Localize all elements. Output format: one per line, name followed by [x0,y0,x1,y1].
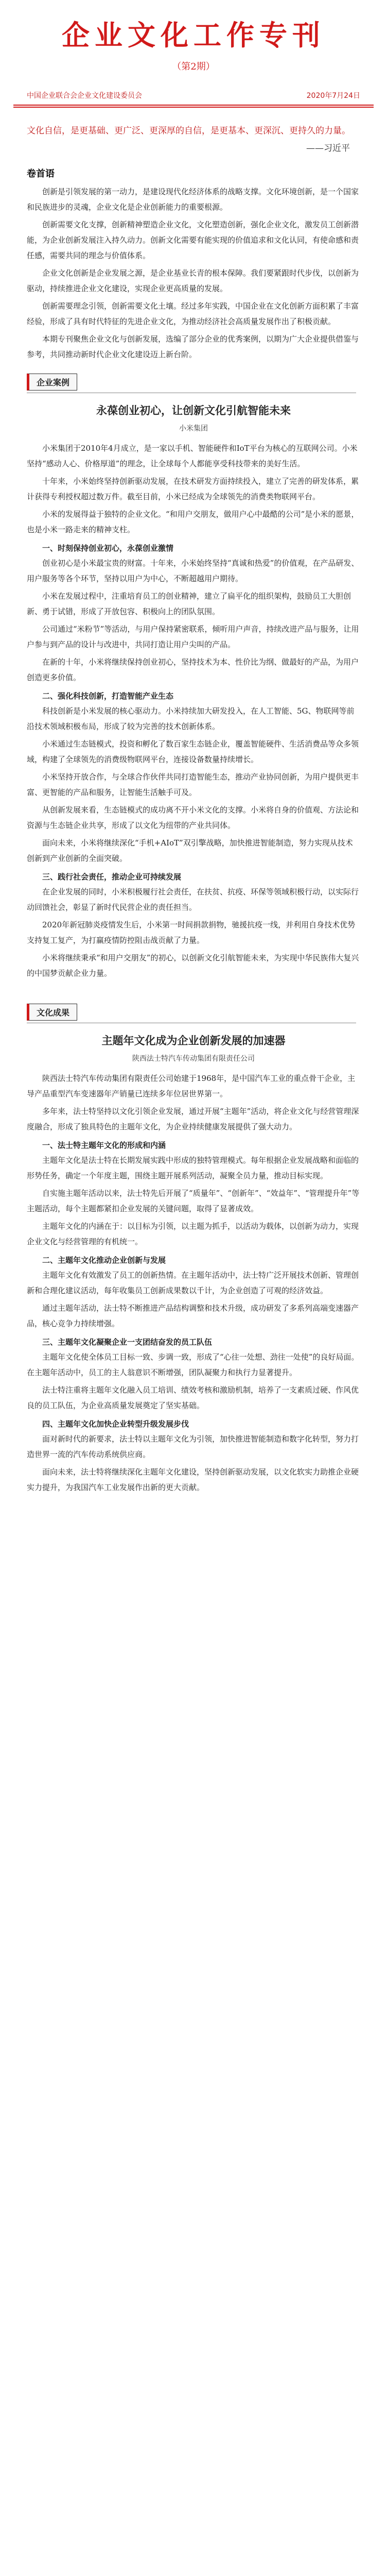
article-paragraph: 通过主题年活动，法士特不断推进产品结构调整和技术升级，成功研发了多系列高端变速器产品，核心竞争力持续增强。 [27,1303,359,1328]
article-paragraph: 自实施主题年活动以来，法士特先后开展了“质量年”、“创新年”、“效益年”、“管理提升年”等主题活动，每个主题都紧扣企业发展的关键问题，取得了显著成效。 [27,1189,360,1213]
article-paragraph: 小米坚持开放合作，与全球合作伙伴共同打造智能生态，推动产业协同创新，为用户提供更丰富、更智能的产品和服务，让智能生活触手可及。 [27,772,359,797]
article-subhead: 三、践行社会责任，推动企业可持续发展 [42,872,182,882]
foreword-label: 卷首语 [27,168,55,179]
article-subhead: 一、时刻保持创业初心，永葆创业激情 [42,544,174,553]
publish-date: 2020年7月24日 [306,92,360,100]
article-title: 永葆创业初心，让创新文化引航智能未来 [96,404,291,417]
article-byline: 陕西法士特汽车传动集团有限责任公司 [132,1055,255,1063]
article-paragraph: 面向未来，法士特将继续深化主题年文化建设，坚持创新驱动发展，以文化软实力助推企业硬实力提升，为我国汽车工业发展作出新的更大贡献。 [27,1467,359,1492]
article-paragraph: 从创新发展来看，生态链模式的成功离不开小米文化的支撑。小米将自身的价值观、方法论和资源与生态链企业共享，形成了以文化为纽带的产业共同体。 [27,805,359,830]
article-paragraph: 主题年文化有效激发了员工的创新热情。在主题年活动中，法士特广泛开展技术创新、管理创新和合理化建议活动，每年收集员工创新成果数以千计，为企业创造了可观的经济效益。 [27,1270,359,1295]
article-paragraph: 主题年文化使全体员工目标一致、步调一致，形成了“心往一处想、劲往一处使”的良好局面。在主题年活动中，员工的主人翁意识不断增强，团队凝聚力和执行力显著提升。 [27,1352,359,1377]
article-paragraph: 陕西法士特汽车传动集团有限责任公司始建于1968年，是中国汽车工业的重点骨干企业，主导产品重型汽车变速器年产销量已连续多年位居世界第一。 [27,1074,356,1098]
article-paragraph: 小米将继续秉承“和用户交朋友”的初心，以创新文化引航智能未来，为实现中华民族伟大复兴的中国梦贡献企业力量。 [27,953,359,978]
foreword-paragraph: 创新需要文化支撑，创新精神塑造企业文化，文化塑造创新，强化企业文化，激发员工创新潜能，为企业创新发展注入持久动力。创新文化需要有能实现的价值追求和文化认同，有使命感和责任感，需要共同的理念与价值体系。 [27,220,359,260]
article-subhead: 三、主题年文化凝聚企业一支团结奋发的员工队伍 [42,1337,213,1347]
article-paragraph: 在企业发展的同时，小米积极履行社会责任，在扶贫、抗疫、环保等领域积极行动，以实际行动回馈社会，彰显了新时代民营企业的责任担当。 [27,887,359,912]
article-paragraph: 创业初心是小米最宝贵的财富。十年来，小米始终坚持“真诚和热爱”的价值观，在产品研发、用户服务等各个环节，坚持以用户为中心，不断超越用户期待。 [27,558,359,583]
article-paragraph: 在新的十年，小米将继续保持创业初心，坚持技术为本、性价比为纲、做最好的产品，为用户创造更多价值。 [27,657,359,682]
foreword-paragraph: 创新需要理念引领，创新需要文化土壤。经过多年实践，中国企业在文化创新方面积累了丰富经验，形成了具有时代特征的先进企业文化，为推动经济社会高质量发展作出了积极贡献。 [27,301,359,326]
article-paragraph: 小米的发展得益于独特的企业文化。“和用户交朋友，做用户心中最酷的公司”是小米的愿景，也是小米一路走来的精神支柱。 [27,510,359,534]
article-paragraph: 科技创新是小米发展的核心驱动力。小米持续加大研发投入，在人工智能、5G、物联网等前沿技术领域积极布局，形成了较为完善的技术创新体系。 [27,706,355,731]
category-tag-achievements: 文化成果 [27,1004,77,1021]
article-subhead: 一、法士特主题年文化的形成和内涵 [42,1141,166,1150]
article-paragraph: 小米通过生态链模式，投资和孵化了数百家生态链企业，覆盖智能硬件、生活消费品等众多领域，构建了全球领先的消费级物联网平台，连接设备数量持续增长。 [27,739,359,764]
article-title: 主题年文化成为企业创新发展的加速器 [101,1034,286,1047]
red-divider-top [13,105,374,106]
article-paragraph: 公司通过“米粉节”等活动，与用户保持紧密联系，倾听用户声音，持续改进产品与服务，让用户参与到产品的设计与改进中，共同打造让用户尖叫的产品。 [27,624,359,649]
article-paragraph: 主题年文化的内涵在于：以目标为引领，以主题为抓手，以活动为载体，以创新为动力，实现企业文化与经营管理的有机统一。 [27,1222,359,1246]
article-paragraph: 多年来，法士特坚持以文化引领企业发展，通过开展“主题年”活动，将企业文化与经营管理深度融合，形成了独具特色的主题年文化，为企业持续健康发展提供了强大动力。 [27,1107,359,1131]
quote-block [13,109,374,161]
article-subhead: 四、主题年文化加快企业转型升级发展步伐 [42,1419,189,1429]
article-paragraph: 2020年新冠肺炎疫情发生后，小米第一时间捐款捐物，驰援抗疫一线，并利用自身技术优势支持复工复产，为打赢疫情防控阻击战贡献了力量。 [27,920,356,945]
article-paragraph: 小米在发展过程中，注重培育员工的创业精神，建立了扁平化的组织架构，鼓励员工大胆创新、勇于试错，形成了开放包容、积极向上的团队氛围。 [27,591,351,616]
quote-author: ——习近平 [306,143,350,154]
article-paragraph: 十年来，小米始终坚持创新驱动发展，在技术研发方面持续投入，建立了完善的研发体系，累计获得专利授权超过数万件。截至目前，小米已经成为全球领先的消费类物联网平台。 [27,477,359,501]
publisher: 中国企业联合会企业文化建设委员会 [27,92,142,100]
foreword-paragraph: 本期专刊聚焦企业文化与创新发展，选编了部分企业的优秀案例，以期为广大企业提供借鉴与参考，共同推动新时代企业文化建设迈上新台阶。 [27,334,359,359]
foreword-paragraph: 创新是引领发展的第一动力，是建设现代化经济体系的战略支撑。文化环境创新，是一个国家和民族进步的灵魂，企业文化是企业创新能力的重要根源。 [27,187,359,212]
article-paragraph: 面对新时代的新要求，法士特以主题年文化为引领，加快推进智能制造和数字化转型，努力打造世界一流的汽车传动系统供应商。 [27,1434,359,1459]
article-paragraph: 主题年文化是法士特在长期发展实践中形成的独特管理模式。每年根据企业发展战略和面临的形势任务，确定一个年度主题，围绕主题开展系列活动，凝聚全员力量，推动目标实现。 [27,1156,359,1180]
newsletter-page [13,0,374,1509]
article-subhead: 二、主题年文化推动企业创新与发展 [42,1256,166,1265]
article-paragraph: 面向未来，小米将继续深化“手机+AIoT”双引擎战略，加快推进智能制造，努力实现从技术创新到产业创新的全面突破。 [27,838,353,863]
masthead [13,0,374,73]
newsletter-title: 企业文化工作专刊 [62,19,325,52]
article-subhead: 二、强化科技创新，打造智能产业生态 [42,691,174,701]
red-divider-bottom [13,107,374,108]
article-byline: 小米集团 [179,425,208,433]
article-paragraph: 小米集团于2010年4月成立，是一家以手机、智能硬件和IoT平台为核心的互联网公司。小米坚持“感动人心、价格厚道”的理念，让全球每个人都能享受科技带来的美好生活。 [27,444,358,468]
issue-number: （第2期） [172,61,215,72]
masthead-meta [13,90,374,104]
article-paragraph: 法士特注重将主题年文化融入员工培训、绩效考核和激励机制，培养了一支素质过硬、作风优良的员工队伍，为企业高质量发展奠定了坚实基础。 [27,1385,359,1410]
foreword-paragraph: 企业文化创新是企业发展之源，是企业基业长青的根本保障。我们要紧跟时代步伐，以创新为驱动，持续推进企业文化建设，实现企业更高质量的发展。 [27,268,359,293]
category-tag-cases: 企业案例 [27,374,77,391]
quote-text: 文化自信，是更基础、更广泛、更深厚的自信，是更基本、更深沉、更持久的力量。 [27,126,350,136]
